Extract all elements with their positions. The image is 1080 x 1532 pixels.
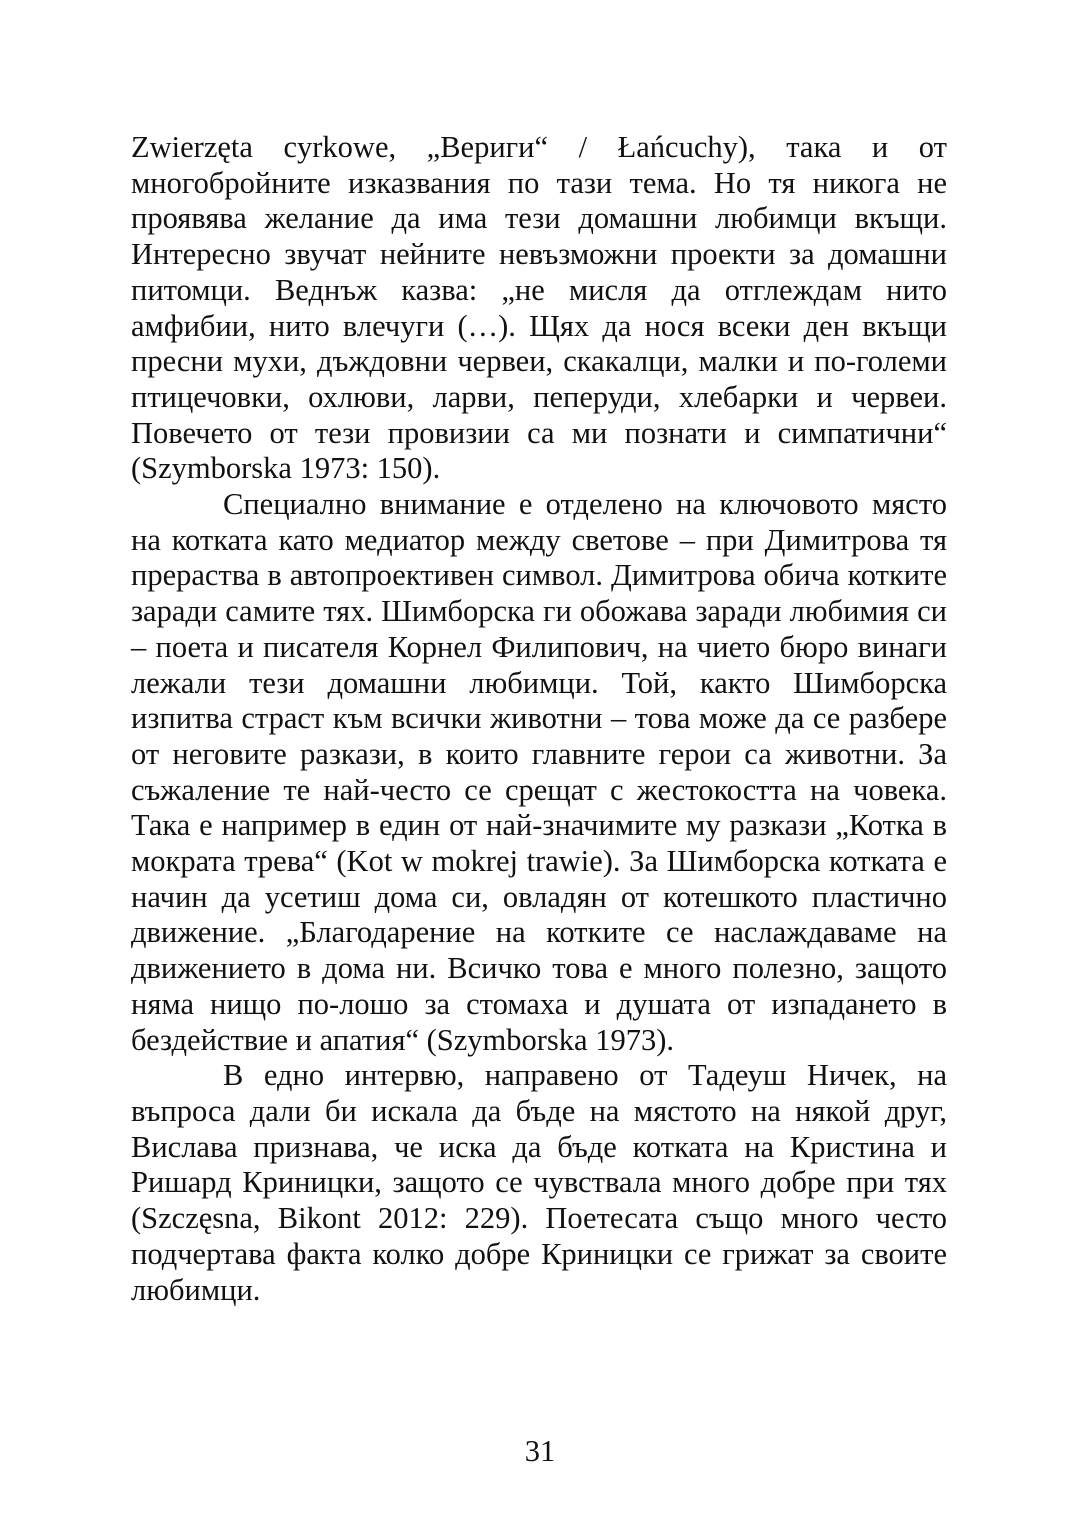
paragraph-3: В едно интервю, направено от Тадеуш Ничек, на въпроса дали би искала да бъде на мястото на някой друг, Вислава признава, че иска да бъде котката на Кристина и Ришард Криницки, защото се чувствала много добре при тях (Szczęsna, Bikont 2012: 229). Поетесата също много често подчертава факта колко добре Криницки се грижат за своите любимци. — [131, 1058, 947, 1307]
page-number: 31 — [524, 1434, 556, 1468]
paragraph-2: Специално внимание е отделено на ключовото място на котката като медиатор между светове – при Димитрова тя прераства в автопроективен символ. Димитрова обича котките заради самите тях. Шимборска ги обожава заради любимия си – поета и писателя Корнел Филипович, на чието бюро винаги лежали тези домашни любимци. Той, както Шимборска изпитва страст към всички животни – това може да се разбере от неговите разкази, в които главните герои са животни. За съжаление те най-често се срещат с жестокостта на човека. Така е например в един от най-значимите му разкази „Котка в мократа трева“ (Kot w mokrej trawie). За Шимборска котката е начин да усетиш дома си, овладян от котешкото пластично движение. „Благодарение на котките се наслаждаваме на движението в дома ни. Всичко това е много полезно, защото няма нищо по-лошо за стомаха и душата от изпадането в бездействие и апатия“ (Szymborska 1973). — [131, 487, 947, 1057]
paragraph-1: Zwierzęta cyrkowe, „Вериги“ / Łańcuchy), така и от многобройните изказвания по тази тема. Но тя никога не проявява желание да има тези домашни любимци вкъщи. Интересно звучат нейните невъзможни проекти за домашни питомци. Веднъж казва: „не мисля да отглеждам нито амфибии, нито влечуги (…). Щях да нося всеки ден вкъщи пресни мухи, дъждовни червеи, скакалци, малки и по-големи птицечовки, охлюви, ларви, пеперуди, хлебарки и червеи. Повечето от тези провизии са ми познати и симпатични“ (Szymborska 1973: 150). — [131, 130, 947, 486]
body-text — [131, 130, 947, 1308]
